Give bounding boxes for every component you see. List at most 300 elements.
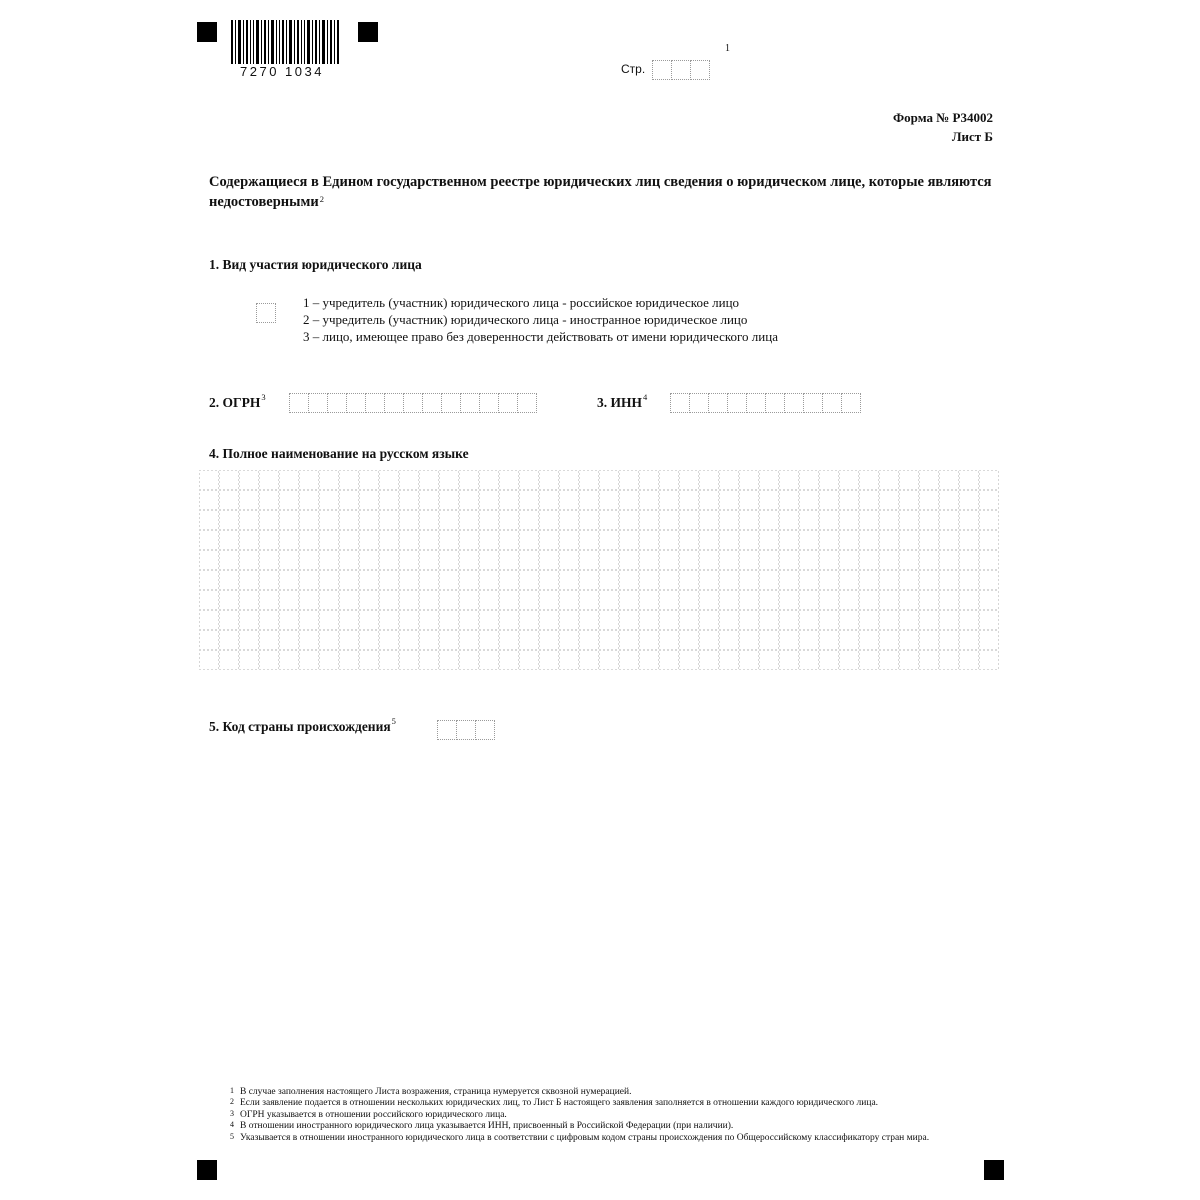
input-cell[interactable] xyxy=(327,393,347,413)
name-cell[interactable] xyxy=(940,531,959,550)
name-cell[interactable] xyxy=(300,511,319,530)
name-cell[interactable] xyxy=(760,591,779,610)
name-cell[interactable] xyxy=(960,651,979,670)
name-cell[interactable] xyxy=(760,471,779,490)
name-cell[interactable] xyxy=(940,471,959,490)
name-cell[interactable] xyxy=(500,491,519,510)
name-cell[interactable] xyxy=(420,571,439,590)
name-cell[interactable] xyxy=(380,651,399,670)
name-cell[interactable] xyxy=(960,571,979,590)
name-cell[interactable] xyxy=(540,591,559,610)
name-cell[interactable] xyxy=(400,471,419,490)
name-cell[interactable] xyxy=(300,651,319,670)
name-cell[interactable] xyxy=(420,551,439,570)
name-cell[interactable] xyxy=(360,471,379,490)
name-cell[interactable] xyxy=(580,471,599,490)
name-cell[interactable] xyxy=(740,511,759,530)
name-cell[interactable] xyxy=(340,651,359,670)
name-cell[interactable] xyxy=(360,491,379,510)
name-cell[interactable] xyxy=(500,571,519,590)
name-cell[interactable] xyxy=(320,591,339,610)
name-cell[interactable] xyxy=(460,511,479,530)
name-cell[interactable] xyxy=(640,631,659,650)
name-cell[interactable] xyxy=(520,511,539,530)
name-cell[interactable] xyxy=(220,591,239,610)
name-cell[interactable] xyxy=(620,651,639,670)
name-cell[interactable] xyxy=(960,591,979,610)
name-cell[interactable] xyxy=(560,531,579,550)
name-cell[interactable] xyxy=(540,491,559,510)
name-cell[interactable] xyxy=(360,551,379,570)
name-cell[interactable] xyxy=(780,471,799,490)
name-cell[interactable] xyxy=(520,491,539,510)
name-cell[interactable] xyxy=(900,511,919,530)
name-cell[interactable] xyxy=(200,631,219,650)
name-cell[interactable] xyxy=(280,651,299,670)
name-cell[interactable] xyxy=(860,631,879,650)
name-cell[interactable] xyxy=(440,611,459,630)
name-cell[interactable] xyxy=(940,591,959,610)
name-cell[interactable] xyxy=(380,491,399,510)
name-cell[interactable] xyxy=(320,531,339,550)
name-cell[interactable] xyxy=(280,511,299,530)
name-cell[interactable] xyxy=(480,611,499,630)
name-cell[interactable] xyxy=(940,551,959,570)
name-cell[interactable] xyxy=(980,651,999,670)
name-cell[interactable] xyxy=(300,591,319,610)
name-cell[interactable] xyxy=(460,531,479,550)
name-cell[interactable] xyxy=(520,591,539,610)
name-cell[interactable] xyxy=(540,651,559,670)
name-cell[interactable] xyxy=(300,611,319,630)
name-cell[interactable] xyxy=(820,591,839,610)
name-cell[interactable] xyxy=(860,471,879,490)
name-cell[interactable] xyxy=(260,591,279,610)
name-cell[interactable] xyxy=(320,611,339,630)
name-cell[interactable] xyxy=(280,571,299,590)
input-cell[interactable] xyxy=(498,393,518,413)
name-cell[interactable] xyxy=(500,531,519,550)
name-cell[interactable] xyxy=(560,651,579,670)
name-cell[interactable] xyxy=(900,651,919,670)
name-cell[interactable] xyxy=(920,611,939,630)
name-cell[interactable] xyxy=(380,591,399,610)
name-cell[interactable] xyxy=(300,551,319,570)
input-cell[interactable] xyxy=(422,393,442,413)
name-cell[interactable] xyxy=(940,651,959,670)
name-cell[interactable] xyxy=(560,471,579,490)
input-cell[interactable] xyxy=(289,393,309,413)
name-cell[interactable] xyxy=(580,531,599,550)
name-cell[interactable] xyxy=(520,531,539,550)
name-cell[interactable] xyxy=(760,631,779,650)
input-cell[interactable] xyxy=(784,393,804,413)
name-cell[interactable] xyxy=(260,651,279,670)
name-cell[interactable] xyxy=(640,591,659,610)
name-cell[interactable] xyxy=(620,631,639,650)
name-cell[interactable] xyxy=(200,531,219,550)
name-cell[interactable] xyxy=(600,471,619,490)
name-cell[interactable] xyxy=(660,631,679,650)
name-cell[interactable] xyxy=(740,631,759,650)
name-cell[interactable] xyxy=(720,471,739,490)
country-code-cells[interactable] xyxy=(437,720,494,740)
name-cell[interactable] xyxy=(260,491,279,510)
name-cell[interactable] xyxy=(540,471,559,490)
name-cell[interactable] xyxy=(980,591,999,610)
name-cell[interactable] xyxy=(760,611,779,630)
name-cell[interactable] xyxy=(560,611,579,630)
name-cell[interactable] xyxy=(260,631,279,650)
name-cell[interactable] xyxy=(600,631,619,650)
name-cell[interactable] xyxy=(980,551,999,570)
input-cell[interactable] xyxy=(803,393,823,413)
name-cell[interactable] xyxy=(220,651,239,670)
name-cell[interactable] xyxy=(720,651,739,670)
name-cell[interactable] xyxy=(800,471,819,490)
name-cell[interactable] xyxy=(800,491,819,510)
name-cell[interactable] xyxy=(880,491,899,510)
name-cell[interactable] xyxy=(880,591,899,610)
name-cell[interactable] xyxy=(580,591,599,610)
name-cell[interactable] xyxy=(820,651,839,670)
name-cell[interactable] xyxy=(860,511,879,530)
name-cell[interactable] xyxy=(760,551,779,570)
name-cell[interactable] xyxy=(480,651,499,670)
input-cell[interactable] xyxy=(517,393,537,413)
name-cell[interactable] xyxy=(240,651,259,670)
name-cell[interactable] xyxy=(200,551,219,570)
name-cell[interactable] xyxy=(980,471,999,490)
name-cell[interactable] xyxy=(820,551,839,570)
name-cell[interactable] xyxy=(400,651,419,670)
name-cell[interactable] xyxy=(220,491,239,510)
name-cell[interactable] xyxy=(200,571,219,590)
name-cell[interactable] xyxy=(860,551,879,570)
name-cell[interactable] xyxy=(660,611,679,630)
page-number-cells[interactable] xyxy=(652,60,709,80)
name-cell[interactable] xyxy=(800,611,819,630)
name-cell[interactable] xyxy=(840,471,859,490)
name-cell[interactable] xyxy=(620,551,639,570)
name-cell[interactable] xyxy=(500,631,519,650)
name-cell[interactable] xyxy=(880,511,899,530)
name-cell[interactable] xyxy=(560,631,579,650)
name-cell[interactable] xyxy=(760,491,779,510)
name-cell[interactable] xyxy=(660,571,679,590)
name-cell[interactable] xyxy=(820,611,839,630)
name-cell[interactable] xyxy=(900,491,919,510)
name-cell[interactable] xyxy=(800,571,819,590)
name-cell[interactable] xyxy=(700,611,719,630)
name-cell[interactable] xyxy=(840,631,859,650)
name-cell[interactable] xyxy=(860,531,879,550)
name-cell[interactable] xyxy=(360,571,379,590)
name-cell[interactable] xyxy=(480,531,499,550)
name-cell[interactable] xyxy=(220,511,239,530)
name-cell[interactable] xyxy=(600,551,619,570)
name-cell[interactable] xyxy=(840,491,859,510)
name-cell[interactable] xyxy=(740,471,759,490)
name-cell[interactable] xyxy=(600,511,619,530)
name-cell[interactable] xyxy=(280,471,299,490)
name-cell[interactable] xyxy=(980,531,999,550)
name-cell[interactable] xyxy=(500,551,519,570)
name-cell[interactable] xyxy=(720,631,739,650)
name-cell[interactable] xyxy=(900,631,919,650)
name-cell[interactable] xyxy=(780,651,799,670)
name-cell[interactable] xyxy=(200,611,219,630)
name-cell[interactable] xyxy=(960,511,979,530)
name-cell[interactable] xyxy=(360,611,379,630)
name-cell[interactable] xyxy=(320,651,339,670)
name-cell[interactable] xyxy=(700,591,719,610)
name-cell[interactable] xyxy=(700,471,719,490)
name-cell[interactable] xyxy=(560,591,579,610)
name-cell[interactable] xyxy=(320,491,339,510)
name-cell[interactable] xyxy=(860,491,879,510)
name-cell[interactable] xyxy=(220,631,239,650)
name-cell[interactable] xyxy=(500,651,519,670)
name-cell[interactable] xyxy=(900,551,919,570)
name-cell[interactable] xyxy=(200,471,219,490)
name-cell[interactable] xyxy=(900,591,919,610)
input-cell[interactable] xyxy=(670,393,690,413)
name-cell[interactable] xyxy=(260,611,279,630)
name-cell[interactable] xyxy=(760,571,779,590)
name-cell[interactable] xyxy=(360,631,379,650)
input-cell[interactable] xyxy=(384,393,404,413)
name-cell[interactable] xyxy=(900,471,919,490)
name-cell[interactable] xyxy=(480,511,499,530)
name-cell[interactable] xyxy=(720,611,739,630)
name-cell[interactable] xyxy=(440,511,459,530)
name-cell[interactable] xyxy=(880,631,899,650)
name-cell[interactable] xyxy=(340,571,359,590)
name-cell[interactable] xyxy=(860,611,879,630)
name-cell[interactable] xyxy=(660,471,679,490)
name-cell[interactable] xyxy=(360,531,379,550)
name-cell[interactable] xyxy=(800,631,819,650)
name-cell[interactable] xyxy=(800,511,819,530)
name-cell[interactable] xyxy=(200,591,219,610)
name-cell[interactable] xyxy=(600,651,619,670)
name-cell[interactable] xyxy=(340,491,359,510)
name-cell[interactable] xyxy=(260,511,279,530)
name-cell[interactable] xyxy=(300,531,319,550)
name-cell[interactable] xyxy=(480,491,499,510)
input-cell[interactable] xyxy=(441,393,461,413)
name-cell[interactable] xyxy=(540,551,559,570)
name-cell[interactable] xyxy=(920,511,939,530)
name-cell[interactable] xyxy=(440,631,459,650)
name-cell[interactable] xyxy=(480,591,499,610)
name-cell[interactable] xyxy=(360,511,379,530)
name-cell[interactable] xyxy=(380,551,399,570)
name-cell[interactable] xyxy=(680,651,699,670)
name-cell[interactable] xyxy=(680,631,699,650)
name-cell[interactable] xyxy=(500,511,519,530)
name-cell[interactable] xyxy=(360,651,379,670)
name-cell[interactable] xyxy=(280,591,299,610)
name-cell[interactable] xyxy=(960,631,979,650)
name-cell[interactable] xyxy=(440,531,459,550)
inn-cells[interactable] xyxy=(670,393,860,413)
name-cell[interactable] xyxy=(460,651,479,670)
name-cell[interactable] xyxy=(500,471,519,490)
name-cell[interactable] xyxy=(540,531,559,550)
name-cell[interactable] xyxy=(300,631,319,650)
name-cell[interactable] xyxy=(940,511,959,530)
name-cell[interactable] xyxy=(700,651,719,670)
name-cell[interactable] xyxy=(780,511,799,530)
name-cell[interactable] xyxy=(460,491,479,510)
name-cell[interactable] xyxy=(920,491,939,510)
name-cell[interactable] xyxy=(720,571,739,590)
name-cell[interactable] xyxy=(600,491,619,510)
name-cell[interactable] xyxy=(640,491,659,510)
name-cell[interactable] xyxy=(320,571,339,590)
name-cell[interactable] xyxy=(200,651,219,670)
name-cell[interactable] xyxy=(880,651,899,670)
name-cell[interactable] xyxy=(820,571,839,590)
name-cell[interactable] xyxy=(820,511,839,530)
participation-type-cell[interactable] xyxy=(256,303,275,323)
name-cell[interactable] xyxy=(480,471,499,490)
name-cell[interactable] xyxy=(820,531,839,550)
name-cell[interactable] xyxy=(900,571,919,590)
name-cell[interactable] xyxy=(400,531,419,550)
name-cell[interactable] xyxy=(200,511,219,530)
name-cell[interactable] xyxy=(560,551,579,570)
name-cell[interactable] xyxy=(940,491,959,510)
name-cell[interactable] xyxy=(580,631,599,650)
name-cell[interactable] xyxy=(400,491,419,510)
full-name-grid[interactable] xyxy=(199,470,999,670)
name-cell[interactable] xyxy=(480,551,499,570)
name-cell[interactable] xyxy=(300,491,319,510)
name-cell[interactable] xyxy=(840,551,859,570)
name-cell[interactable] xyxy=(480,571,499,590)
name-cell[interactable] xyxy=(620,471,639,490)
input-cell[interactable] xyxy=(365,393,385,413)
name-cell[interactable] xyxy=(360,591,379,610)
name-cell[interactable] xyxy=(920,551,939,570)
name-cell[interactable] xyxy=(900,611,919,630)
name-cell[interactable] xyxy=(600,531,619,550)
name-cell[interactable] xyxy=(220,531,239,550)
name-cell[interactable] xyxy=(500,591,519,610)
name-cell[interactable] xyxy=(640,511,659,530)
name-cell[interactable] xyxy=(660,491,679,510)
input-cell[interactable] xyxy=(308,393,328,413)
input-cell[interactable] xyxy=(841,393,861,413)
name-cell[interactable] xyxy=(380,531,399,550)
name-cell[interactable] xyxy=(620,491,639,510)
name-cell[interactable] xyxy=(420,611,439,630)
name-cell[interactable] xyxy=(820,491,839,510)
name-cell[interactable] xyxy=(420,531,439,550)
name-cell[interactable] xyxy=(620,591,639,610)
name-cell[interactable] xyxy=(880,611,899,630)
name-cell[interactable] xyxy=(580,511,599,530)
name-cell[interactable] xyxy=(520,631,539,650)
name-cell[interactable] xyxy=(500,611,519,630)
name-cell[interactable] xyxy=(800,531,819,550)
name-cell[interactable] xyxy=(340,531,359,550)
name-cell[interactable] xyxy=(220,571,239,590)
name-cell[interactable] xyxy=(980,611,999,630)
name-cell[interactable] xyxy=(980,631,999,650)
name-cell[interactable] xyxy=(380,471,399,490)
name-cell[interactable] xyxy=(600,611,619,630)
name-cell[interactable] xyxy=(720,511,739,530)
name-cell[interactable] xyxy=(700,551,719,570)
name-cell[interactable] xyxy=(580,551,599,570)
name-cell[interactable] xyxy=(280,491,299,510)
name-cell[interactable] xyxy=(800,591,819,610)
name-cell[interactable] xyxy=(740,651,759,670)
name-cell[interactable] xyxy=(660,651,679,670)
name-cell[interactable] xyxy=(880,531,899,550)
name-cell[interactable] xyxy=(460,591,479,610)
name-cell[interactable] xyxy=(520,651,539,670)
name-cell[interactable] xyxy=(440,471,459,490)
name-cell[interactable] xyxy=(980,511,999,530)
name-cell[interactable] xyxy=(880,551,899,570)
name-cell[interactable] xyxy=(840,651,859,670)
input-cell[interactable] xyxy=(708,393,728,413)
name-cell[interactable] xyxy=(660,591,679,610)
name-cell[interactable] xyxy=(400,551,419,570)
name-cell[interactable] xyxy=(680,591,699,610)
name-cell[interactable] xyxy=(240,551,259,570)
name-cell[interactable] xyxy=(700,631,719,650)
name-cell[interactable] xyxy=(680,491,699,510)
name-cell[interactable] xyxy=(840,591,859,610)
name-cell[interactable] xyxy=(720,591,739,610)
name-cell[interactable] xyxy=(580,611,599,630)
name-cell[interactable] xyxy=(860,651,879,670)
name-cell[interactable] xyxy=(440,571,459,590)
name-cell[interactable] xyxy=(340,511,359,530)
name-cell[interactable] xyxy=(340,471,359,490)
name-cell[interactable] xyxy=(240,591,259,610)
name-cell[interactable] xyxy=(840,571,859,590)
name-cell[interactable] xyxy=(740,571,759,590)
name-cell[interactable] xyxy=(960,531,979,550)
name-cell[interactable] xyxy=(960,491,979,510)
name-cell[interactable] xyxy=(560,511,579,530)
name-cell[interactable] xyxy=(320,511,339,530)
name-cell[interactable] xyxy=(240,511,259,530)
name-cell[interactable] xyxy=(240,611,259,630)
name-cell[interactable] xyxy=(880,471,899,490)
name-cell[interactable] xyxy=(440,651,459,670)
name-cell[interactable] xyxy=(720,551,739,570)
name-cell[interactable] xyxy=(440,591,459,610)
name-cell[interactable] xyxy=(540,631,559,650)
name-cell[interactable] xyxy=(280,531,299,550)
name-cell[interactable] xyxy=(780,591,799,610)
name-cell[interactable] xyxy=(240,491,259,510)
name-cell[interactable] xyxy=(760,511,779,530)
ogrn-cells[interactable] xyxy=(289,393,536,413)
name-cell[interactable] xyxy=(920,571,939,590)
name-cell[interactable] xyxy=(980,491,999,510)
name-cell[interactable] xyxy=(800,651,819,670)
name-cell[interactable] xyxy=(700,511,719,530)
